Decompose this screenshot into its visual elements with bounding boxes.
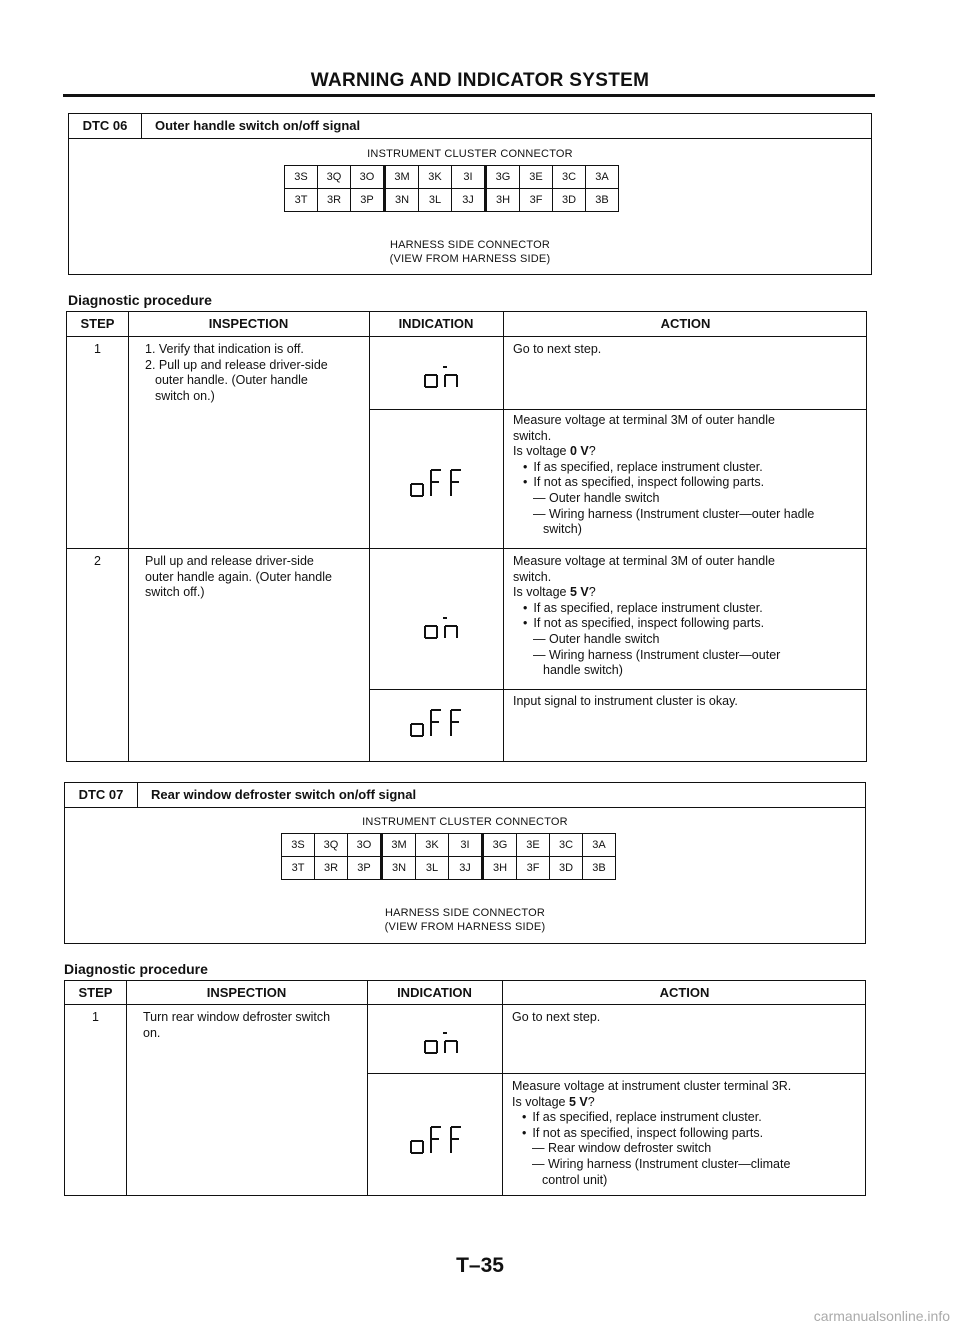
- page-number: T–35: [456, 1254, 504, 1277]
- dtc07-procedure-table: [64, 980, 866, 1196]
- connector-pin: 3P: [351, 189, 385, 212]
- connector-pin: 3G: [486, 166, 520, 189]
- dtc07-code: DTC 07: [65, 783, 138, 807]
- connector-pin: 3D: [550, 857, 583, 880]
- connector-pin: 3M: [382, 834, 416, 857]
- dtc06-connector-label: INSTRUMENT CLUSTER CONNECTOR: [367, 148, 573, 160]
- connector-pin: 3I: [449, 834, 483, 857]
- indicator-off-display: [385, 1119, 495, 1159]
- connector-pin: 3Q: [318, 166, 351, 189]
- step-number: 2: [94, 554, 101, 568]
- header-indication: INDICATION: [398, 316, 474, 331]
- connector-pin: 3A: [586, 166, 619, 189]
- indicator-off-display: [385, 462, 495, 502]
- header-step: STEP: [80, 316, 115, 331]
- connector-pin: 3B: [583, 857, 616, 880]
- connector-pin: 3Q: [315, 834, 348, 857]
- header-action: ACTION: [660, 316, 711, 331]
- dtc06-code: DTC 06: [69, 114, 142, 138]
- step1-action-a: Go to next step.: [512, 1010, 601, 1024]
- dtc07-connector-label: INSTRUMENT CLUSTER CONNECTOR: [362, 816, 568, 828]
- dtc07-connector-box: [64, 782, 866, 944]
- dtc06-diag-title: Diagnostic procedure: [68, 292, 212, 308]
- connector-pin: 3N: [382, 857, 416, 880]
- connector-pin: 3S: [282, 834, 315, 857]
- dtc07-connector-diagram: [281, 833, 616, 880]
- dtc06-connector-box: [68, 113, 872, 275]
- step1-action-a: Go to next step.: [513, 342, 602, 356]
- connector-pin: 3A: [583, 834, 616, 857]
- connector-pin: 3P: [348, 857, 382, 880]
- connector-pin: 3E: [520, 166, 553, 189]
- connector-pin: 3I: [452, 166, 486, 189]
- connector-pin: 3L: [416, 857, 449, 880]
- step1-inspection: 1. Verify that indication is off. 2. Pull up and release driver-side outer handle. (Outer handle switch on.): [145, 342, 328, 403]
- connector-pin: 3B: [586, 189, 619, 212]
- connector-pin: 3D: [553, 189, 586, 212]
- indicator-off-display: [385, 702, 495, 742]
- dtc06-connector-diagram: [284, 165, 619, 212]
- header-inspection: INSPECTION: [206, 985, 287, 1000]
- step2-action-a: Measure voltage at terminal 3M of outer handle switch. Is voltage 5 V? • If as specified, replace instrument cluster. • If not as specified, inspect following parts. — Outer handle switch — Wiring harness (Instrument cluster—outer handle switch): [513, 554, 863, 679]
- connector-pin: 3O: [351, 166, 385, 189]
- step1-action-b: Measure voltage at terminal 3M of outer handle switch. Is voltage 0 V? • If as specified, replace instrument cluster. • If not as specified, inspect following parts. — Outer handle switch — Wiring harness (Instrument cluster—outer hadle switch): [513, 413, 863, 538]
- connector-pin: 3H: [483, 857, 517, 880]
- connector-pin: 3C: [553, 166, 586, 189]
- connector-pin: 3J: [452, 189, 486, 212]
- dtc07-harness-label: HARNESS SIDE CONNECTOR: [384, 907, 546, 919]
- dtc07-title: Rear window defroster switch on/off signal: [151, 787, 417, 802]
- connector-pin: 3S: [285, 166, 318, 189]
- step2-inspection: Pull up and release driver-side outer handle again. (Outer handle switch off.): [145, 554, 332, 600]
- dtc07-diag-title: Diagnostic procedure: [64, 961, 208, 977]
- connector-pin: 3H: [486, 189, 520, 212]
- connector-pin: 3T: [285, 189, 318, 212]
- header-inspection: INSPECTION: [208, 316, 289, 331]
- indicator-on-display: [385, 357, 495, 397]
- step1-action-b: Measure voltage at instrument cluster terminal 3R. Is voltage 5 V? • If as specified, replace instrument cluster. • If not as specified, inspect following parts. — Rear window defroster switch — Wiring harness (Instrument cluster—climate control unit): [512, 1079, 862, 1188]
- connector-pin: 3J: [449, 857, 483, 880]
- step-number: 1: [94, 342, 101, 356]
- header-step: STEP: [78, 985, 113, 1000]
- connector-pin: 3K: [416, 834, 449, 857]
- dtc06-harness-view-label: (VIEW FROM HARNESS SIDE): [389, 253, 551, 265]
- dtc06-title: Outer handle switch on/off signal: [155, 118, 361, 133]
- connector-pin: 3T: [282, 857, 315, 880]
- step-number: 1: [92, 1010, 99, 1024]
- connector-pin: 3F: [520, 189, 553, 212]
- indicator-on-display: [385, 608, 495, 648]
- connector-pin: 3C: [550, 834, 583, 857]
- watermark: carmanualsonline.info: [813, 1308, 950, 1324]
- connector-pin: 3R: [318, 189, 351, 212]
- dtc06-harness-label: HARNESS SIDE CONNECTOR: [389, 239, 551, 251]
- dtc06-header: [69, 114, 871, 139]
- connector-pin: 3M: [385, 166, 419, 189]
- connector-pin: 3G: [483, 834, 517, 857]
- connector-pin: 3O: [348, 834, 382, 857]
- connector-pin: 3N: [385, 189, 419, 212]
- connector-pin: 3E: [517, 834, 550, 857]
- step1-inspection: Turn rear window defroster switch on.: [143, 1010, 331, 1040]
- page-title: WARNING AND INDICATOR SYSTEM: [310, 70, 650, 91]
- title-rule: [63, 94, 875, 97]
- step2-action-b: Input signal to instrument cluster is okay.: [513, 694, 738, 708]
- dtc07-header: [65, 783, 865, 808]
- connector-pin: 3R: [315, 857, 348, 880]
- header-action: ACTION: [659, 985, 710, 1000]
- header-indication: INDICATION: [397, 985, 472, 1000]
- dtc07-harness-view-label: (VIEW FROM HARNESS SIDE): [384, 921, 546, 933]
- connector-pin: 3L: [419, 189, 452, 212]
- connector-pin: 3F: [517, 857, 550, 880]
- connector-pin: 3K: [419, 166, 452, 189]
- dtc06-procedure-table: [66, 311, 867, 762]
- indicator-on-display: [385, 1023, 495, 1063]
